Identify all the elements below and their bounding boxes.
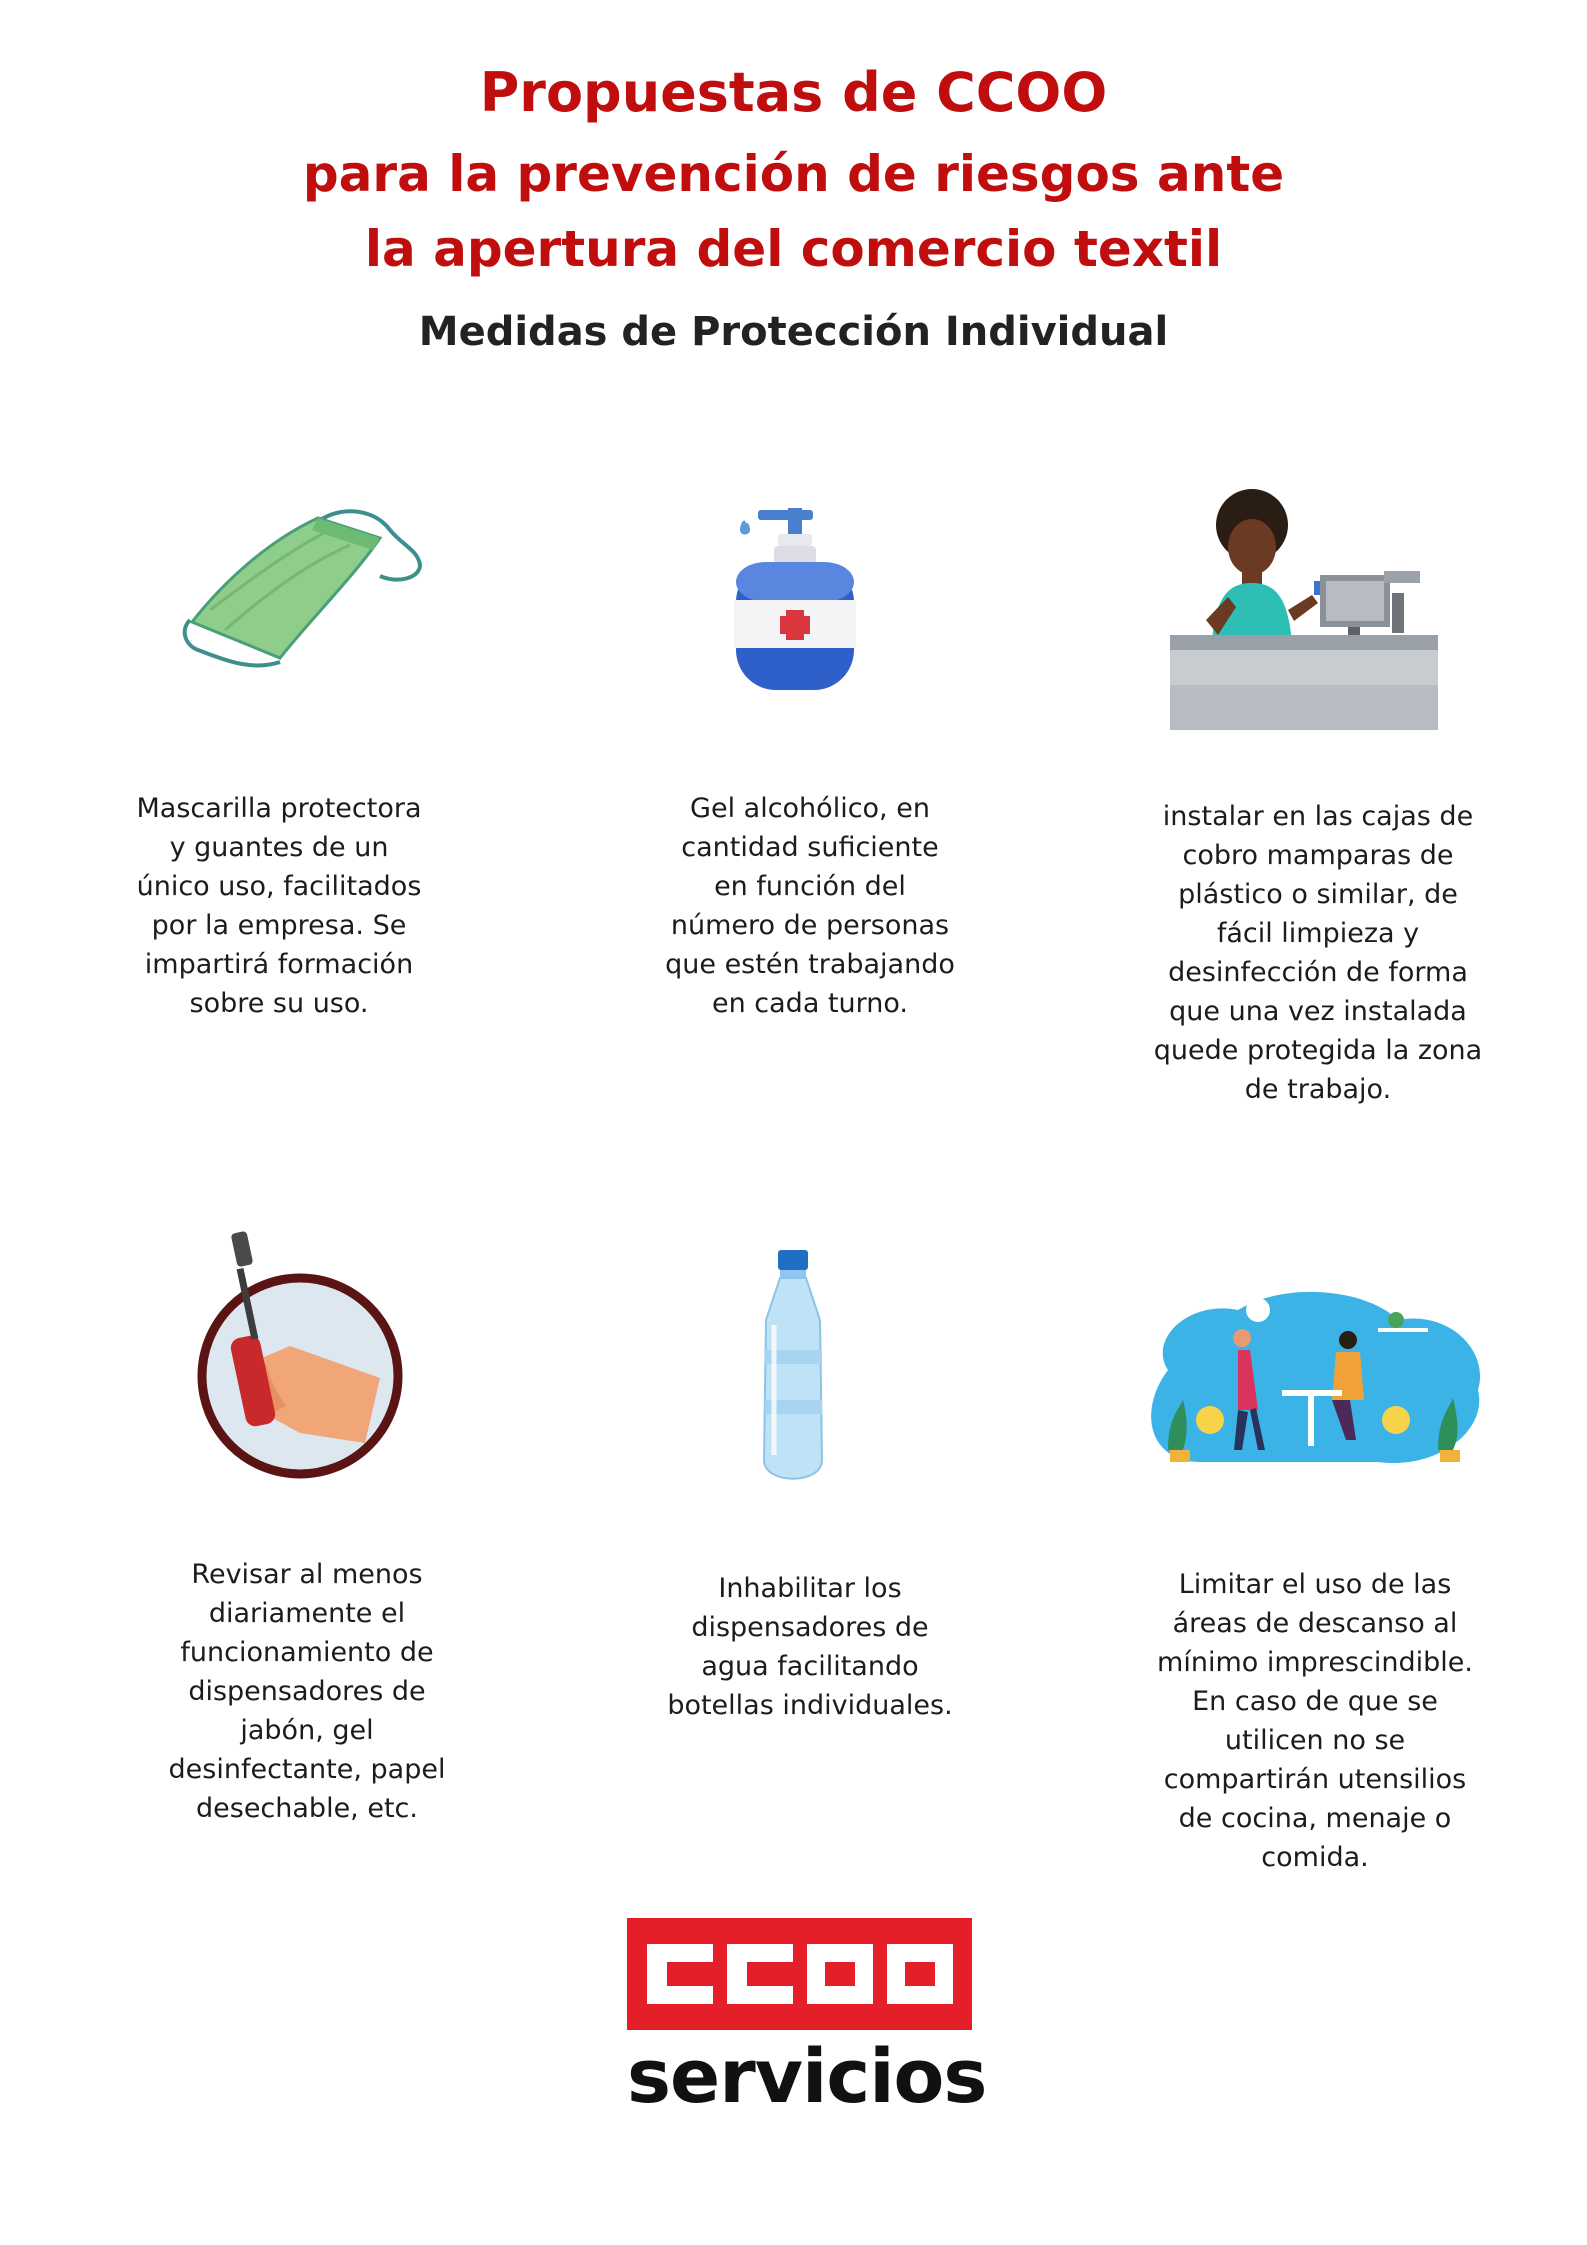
card-line: de trabajo. — [1244, 1074, 1392, 1105]
logo-word-servicios: servicios — [627, 2034, 987, 2120]
ccoo-logo-mark — [627, 1918, 972, 2030]
card-line: cantidad suficiente — [681, 832, 939, 863]
card-line: mínimo imprescindible. — [1157, 1647, 1473, 1678]
card-line: impartirá formación — [144, 949, 414, 980]
card-text-water-bottles — [650, 1569, 970, 1725]
card-line: Mascarilla protectora — [136, 793, 422, 824]
card-line: áreas de descanso al — [1172, 1608, 1458, 1639]
title-line-2: para la prevención de riesgos ante — [302, 145, 1285, 203]
card-line: en cada turno. — [711, 988, 909, 1019]
card-line: instalar en las cajas de — [1162, 801, 1474, 832]
card-line: y guantes de un — [169, 832, 389, 863]
title-line-3: la apertura del comercio textil — [364, 220, 1223, 278]
card-line: agua facilitando — [701, 1651, 919, 1682]
card-line: comida. — [1261, 1842, 1369, 1873]
cashier-counter-icon — [1170, 485, 1438, 730]
subtitle: Medidas de Protección Individual — [418, 309, 1169, 355]
screwdriver-hand-icon — [190, 1228, 410, 1486]
card-line: utilicen no se — [1224, 1725, 1406, 1756]
card-text-break-areas — [1130, 1565, 1500, 1877]
card-line: Inhabilitar los — [718, 1573, 902, 1604]
card-line: número de personas — [670, 910, 950, 941]
card-line: único uso, facilitados — [136, 871, 422, 902]
card-line: por la empresa. Se — [151, 910, 407, 941]
card-line: cobro mamparas de — [1182, 840, 1454, 871]
card-line: dispensadores de — [188, 1676, 426, 1707]
card-line: Gel alcohólico, en — [690, 793, 930, 824]
title-line-1: Propuestas de CCOO — [479, 61, 1108, 124]
card-line: en función del — [714, 871, 906, 902]
hand-sanitizer-icon — [728, 500, 858, 700]
card-text-cashier-screens — [1128, 797, 1508, 1109]
card-line: funcionamiento de — [180, 1637, 434, 1668]
card-line: compartirán utensilios — [1163, 1764, 1467, 1795]
break-room-icon — [1138, 1280, 1490, 1470]
card-line: Revisar al menos — [191, 1559, 423, 1590]
card-line: diariamente el — [208, 1598, 406, 1629]
card-line: Limitar el uso de las — [1178, 1569, 1452, 1600]
card-line: desinfección de forma — [1168, 957, 1468, 988]
card-line: quede protegida la zona — [1153, 1035, 1483, 1066]
card-line: que estén trabajando — [665, 949, 955, 980]
card-text-face-mask — [120, 789, 438, 1023]
ccoo-letters-icon — [627, 1918, 972, 2030]
card-text-hand-sanitizer — [640, 789, 980, 1023]
card-line: de cocina, menaje o — [1178, 1803, 1452, 1834]
card-text-dispenser-check — [148, 1555, 466, 1828]
card-line: desechable, etc. — [196, 1793, 418, 1824]
card-line: dispensadores de — [691, 1612, 929, 1643]
card-line: fácil limpieza y — [1216, 918, 1420, 949]
card-line: sobre su uso. — [189, 988, 369, 1019]
water-bottle-icon — [750, 1250, 836, 1495]
face-mask-icon — [180, 500, 430, 700]
card-line: jabón, gel — [240, 1715, 374, 1746]
ccoo-servicios-logo — [627, 1918, 987, 2120]
card-line: que una vez instalada — [1169, 996, 1467, 1027]
card-line: plástico o similar, de — [1178, 879, 1458, 910]
card-line: En caso de que se — [1192, 1686, 1438, 1717]
card-line: botellas individuales. — [667, 1690, 953, 1721]
card-line: desinfectante, papel — [168, 1754, 446, 1785]
